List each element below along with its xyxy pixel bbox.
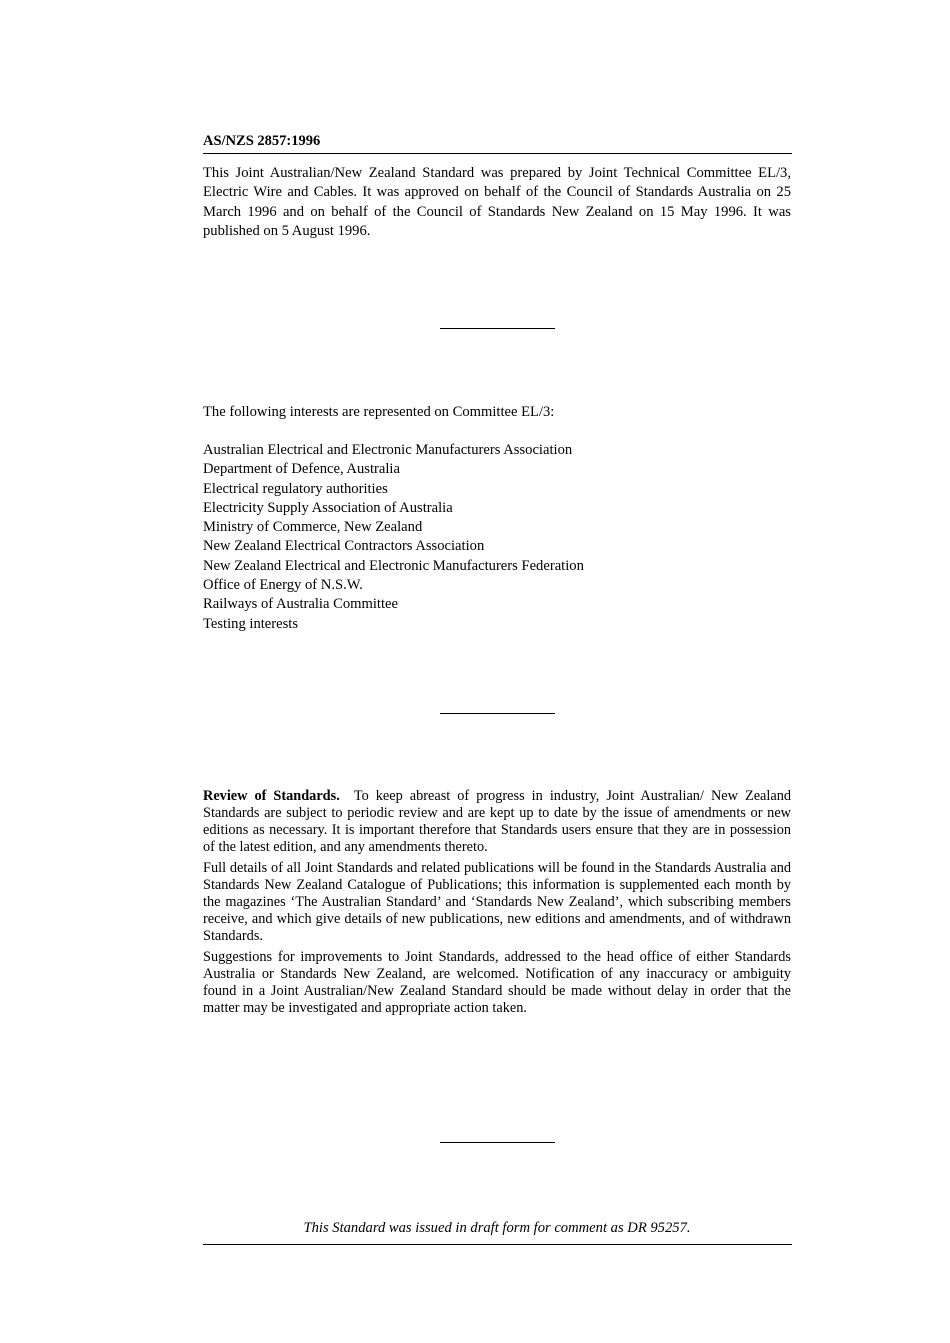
review-paragraph-1-text: To keep abreast of progress in industry, Joint Australian/ New Zealand Standards are subject to periodic review and are kept up to date by the issue of amendments or new editions as necessary. It is important therefore that Standards users ensure that they are in possession of the latest edition, and any amendments thereto. [203,788,792,855]
standard-number: AS/NZS 2857:1996 [203,133,321,149]
committee-intro: The following interests are represented on Committee EL/3: [203,404,555,420]
list-item: Australian Electrical and Electronic Manufacturers Association [203,442,573,458]
committee-interests-list [203,441,791,634]
approval-statement: This Joint Australian/New Zealand Standard was prepared by Joint Technical Committee EL/3, Electric Wire and Cables. It was approved on behalf of the Council of Standards Australia on 25 March 1996 and on behalf of the Council of Standards New Zealand on 15 May 1996. It was published on 5 August 1996. [203,165,791,239]
review-paragraph [203,788,791,856]
review-of-standards [203,788,791,1021]
list-item: Ministry of Commerce, New Zealand [203,519,423,536]
list-item: Electricity Supply Association of Australia [203,499,453,516]
list-item: Department of Defence, Australia [203,461,400,478]
list-item: New Zealand Electrical and Electronic Manufacturers Federation [203,557,584,574]
review-heading: Review of Standards. [203,788,340,804]
section-divider [440,1142,555,1143]
review-paragraph-3: Suggestions for improvements to Joint Standards, addressed to the head office of either Standards Australia or Standards New Zealand, are welcomed. Notification of any inaccuracy or ambiguity found in a Joint Australian/New Zealand Standard should be made without delay in order that the matter may be investigated and appropriate action taken. [203,949,791,1016]
header-rule [203,153,792,154]
footer-rule [203,1244,792,1245]
draft-note: This Standard was issued in draft form for comment as DR 95257. [303,1220,691,1236]
section-divider [440,713,555,714]
review-paragraph-2: Full details of all Joint Standards and related publications will be found in the Standards Australia and Standards New Zealand Catalogue of Publications; this information is supplemented each month by the magazines ‘The Australian Standard’ and ‘Standards New Zealand’, which subscribing members receive, and which give details of new publications, new editions and amendments, and of withdrawn Standards. [203,860,791,944]
list-item: Testing interests [203,615,299,632]
list-item: Office of Energy of N.S.W. [203,577,363,594]
list-item: Electrical regulatory authorities [203,480,388,497]
list-item: Railways of Australia Committee [203,596,398,613]
section-divider [440,328,555,329]
list-item: New Zealand Electrical Contractors Association [203,538,485,555]
